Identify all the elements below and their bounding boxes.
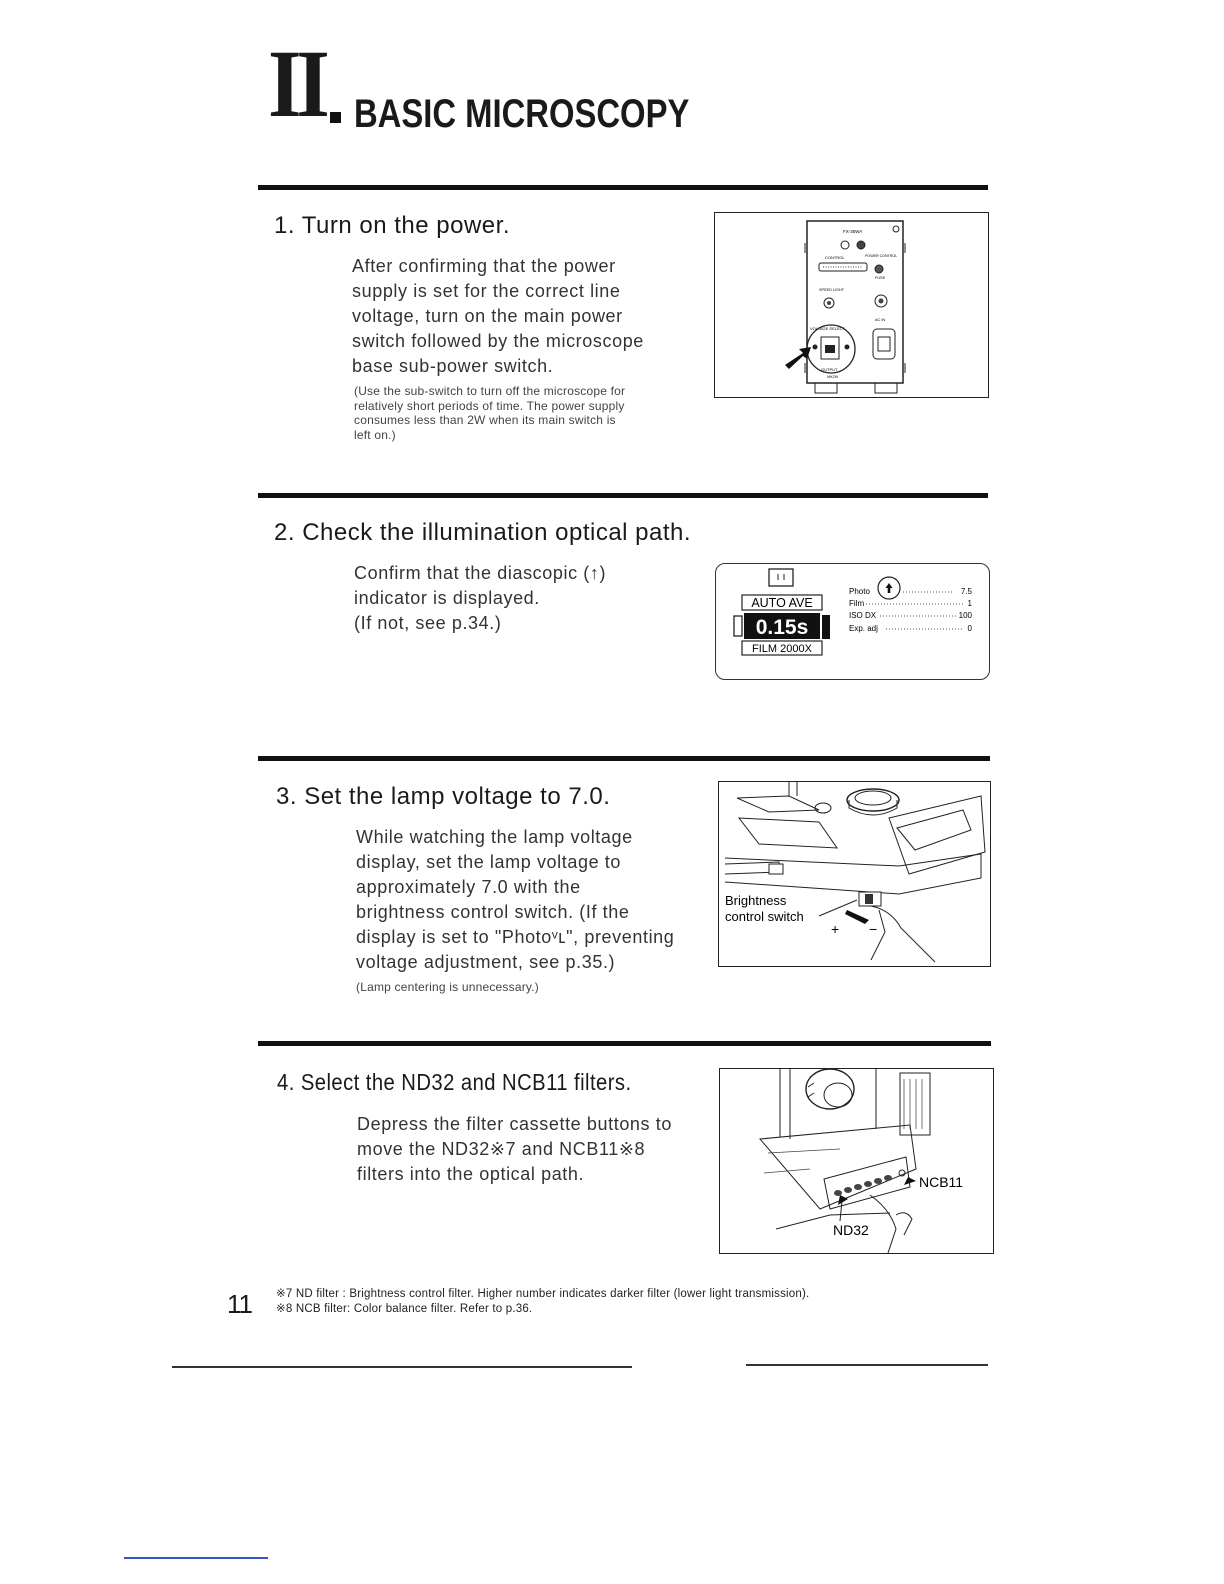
step-number: 1. [274, 212, 296, 239]
note-line: consumes less than 2W when its main switch is [354, 413, 616, 427]
step-title-text: Turn on the power. [301, 212, 510, 239]
speed-light-label: SPEED LIGHT [819, 288, 845, 292]
body-line: base sub-power switch. [352, 356, 554, 376]
brand-label: NIKON [827, 375, 839, 379]
step-body [352, 254, 644, 379]
ncb-label: NCB11 [919, 1174, 964, 1190]
body-line: supply is set for the correct line [352, 281, 621, 301]
body-line: filters into the optical path. [357, 1164, 585, 1184]
step-body [354, 561, 606, 636]
note-line: (Use the sub-switch to turn off the microscope for [354, 384, 626, 398]
body-line: Confirm that the diascopic (↑) [354, 563, 607, 583]
step-title [274, 212, 510, 240]
footnote-line: ※7 ND filter : Brightness control filter. Higher number indicates darker filter (lower light transmission). [276, 1288, 810, 1300]
note-line: (Lamp centering is unnecessary.) [356, 980, 539, 994]
display-panel-figure [715, 563, 990, 680]
mode-readout: AUTO AVE [751, 596, 813, 610]
iso-label: ISO DX [849, 611, 877, 620]
body-line: display is set to "Photoᵛʟ", preventing [356, 927, 675, 947]
body-line: voltage adjustment, see p.35.) [356, 952, 616, 972]
iso-value: 100 [958, 611, 972, 620]
body-line: display, set the lamp voltage to [356, 852, 622, 872]
body-line: While watching the lamp voltage [356, 827, 633, 847]
photo-label: Photo [849, 587, 870, 596]
step-body [357, 1112, 672, 1187]
photo-value: 7.5 [960, 587, 972, 596]
chapter-numeral: II [268, 30, 325, 137]
note-line: relatively short periods of time. The power supply [354, 398, 625, 413]
output-label: OUTPUT [821, 367, 838, 372]
film-readout: FILM 2000X [752, 643, 812, 655]
exposure-readout: 0.15s [755, 616, 809, 639]
footer-rule-left [172, 1366, 632, 1368]
step-title-text: Check the illumination optical path. [302, 519, 692, 546]
step-title-text: Select the ND32 and NCB11 filters. [300, 1069, 632, 1095]
film-value: 1 [967, 599, 972, 608]
brightness-label: Brightness [725, 893, 787, 908]
body-line: After confirming that the power [352, 256, 616, 276]
step-number: 2. [274, 519, 296, 546]
nd-label: ND32 [833, 1222, 869, 1238]
body-line: indicator is displayed. [354, 588, 540, 608]
note-line: left on.) [354, 427, 396, 442]
ac-in-label: AC IN [875, 318, 886, 322]
body-line: (If not, see p.34.) [354, 613, 502, 633]
display-panel-illustration [716, 564, 989, 679]
body-line: move the ND32※7 and NCB11※8 [357, 1139, 646, 1159]
curved-arrow-icon [845, 910, 869, 924]
voltage-select-label: VOLTAGE SELECT [810, 326, 845, 331]
step-number: 4. [277, 1069, 295, 1095]
exp-adj-label: Exp. adj [849, 624, 878, 633]
finger-illustration [870, 1195, 912, 1253]
footnotes [276, 1287, 809, 1317]
body-line: Depress the filter cassette buttons to [357, 1114, 672, 1134]
section-rule [258, 756, 990, 761]
minus-label: − [869, 921, 878, 937]
power-supply-illustration [715, 213, 988, 397]
section-rule [258, 493, 988, 498]
hand-illustration [871, 906, 935, 962]
section-rule [258, 1041, 991, 1046]
step-note [356, 980, 539, 995]
body-line: approximately 7.0 with the [356, 877, 581, 897]
camera-label: FX-35WA [843, 229, 863, 234]
footer-rule-right [746, 1364, 988, 1366]
body-line: switch followed by the microscope [352, 331, 644, 351]
step-body [356, 825, 674, 975]
page-number: 11 [227, 1289, 252, 1319]
chapter-bullet [330, 112, 341, 123]
microscope-base-illustration [719, 782, 990, 966]
film-label: Film [849, 599, 865, 608]
body-line: voltage, turn on the main power [352, 306, 623, 326]
step-title [277, 1069, 632, 1096]
step-title [274, 519, 691, 547]
scan-edge-line [124, 1557, 268, 1559]
power-supply-figure [714, 212, 989, 398]
plus-label: + [831, 921, 840, 937]
footnote-line: ※8 NCB filter: Color balance filter. Refer to p.36. [276, 1303, 533, 1315]
fuse-label: FUSE [875, 276, 886, 280]
body-line: brightness control switch. (If the [356, 902, 630, 922]
section-rule [258, 185, 988, 190]
nd-arrow-icon [838, 1195, 848, 1205]
power-control-label: POWER CONTROL [865, 254, 898, 258]
exp-adj-value: 0 [967, 624, 972, 633]
step-title [276, 783, 610, 811]
step-note [354, 384, 625, 442]
filter-cassette-illustration [720, 1069, 993, 1253]
filter-cassette-figure [719, 1068, 994, 1254]
step-title-text: Set the lamp voltage to 7.0. [304, 783, 611, 810]
control-label: CONTROL [825, 255, 845, 260]
step-number: 3. [276, 783, 298, 810]
brightness-control-figure [718, 781, 991, 967]
chapter-title: BASIC MICROSCOPY [354, 92, 690, 136]
control-switch-label: control switch [725, 909, 804, 924]
